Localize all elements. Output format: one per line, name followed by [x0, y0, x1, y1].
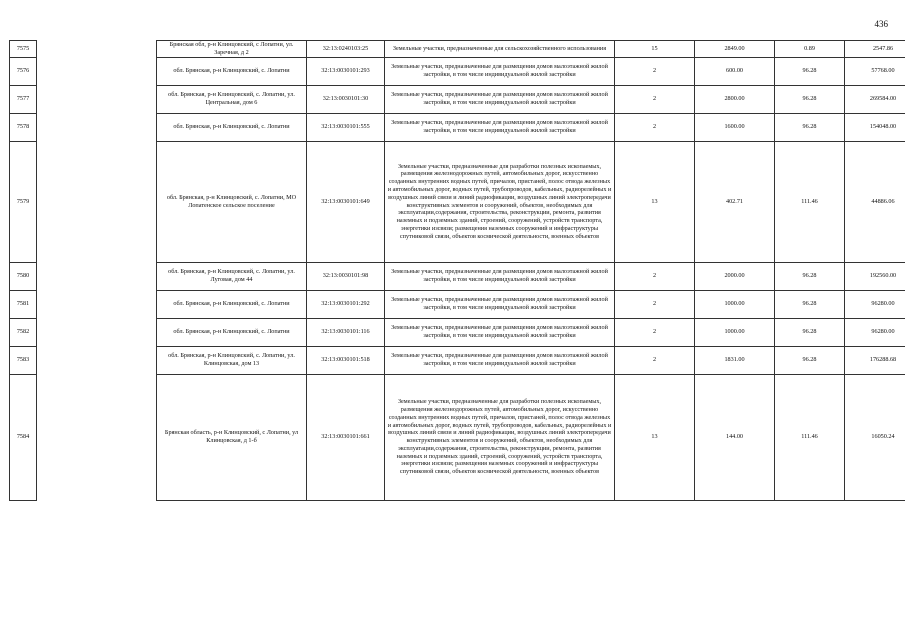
group-code-cell: 15 — [615, 41, 695, 58]
cadastral-number-cell: 32:13:0030101:649 — [307, 141, 385, 262]
cadastral-number-cell: 32:13:0030101:30 — [307, 85, 385, 113]
group-code-cell: 2 — [615, 290, 695, 318]
specific-value-cell: 96.28 — [775, 290, 845, 318]
area-cell: 144.00 — [695, 374, 775, 500]
row-number: 7579 — [10, 141, 37, 262]
address-cell: Брянская обл, р-н Клинцовский, с Лопатни, ул. Заречная, д 2 — [157, 41, 307, 58]
address-cell: обл. Брянская, р-н Клинцовский, с. Лопатни — [157, 57, 307, 85]
table-row — [10, 141, 905, 262]
specific-value-cell: 96.28 — [775, 85, 845, 113]
row-number: 7581 — [10, 290, 37, 318]
table-row — [10, 85, 905, 113]
address-cell: обл. Брянская, р-н Клинцовский, с. Лопатни — [157, 113, 307, 141]
spacer-cell — [37, 290, 157, 318]
row-number: 7582 — [10, 318, 37, 346]
page-number: 436 — [874, 19, 888, 29]
table-row — [10, 318, 905, 346]
cadastral-number-cell: 32:13:0030101:518 — [307, 346, 385, 374]
table-row — [10, 262, 905, 290]
area-cell: 402.71 — [695, 141, 775, 262]
group-code-cell: 2 — [615, 57, 695, 85]
cadastral-value-cell: 192560.00 — [845, 262, 905, 290]
table-row — [10, 57, 905, 85]
table-row — [10, 346, 905, 374]
group-code-cell: 2 — [615, 318, 695, 346]
group-code-cell: 2 — [615, 346, 695, 374]
cadastral-value-cell: 44886.06 — [845, 141, 905, 262]
land-use-cell: Земельные участки, предназначенные для разработки полезных ископаемых, размещения железнодорожных путей, автомобильных дорог, искусственно созданных внутренних водных путей, причалов, пристаней, полос отвода железных и автомобильных дорог, водных путей, трубопроводов, кабельных, радиорелейных и воздушных линий связи и линий радиофикации, воздушных линий электропередачи конструктивных элементов и сооружений, объектов, необходимых для эксплуатации,содержания, строительства, реконструкции, ремонта, развития наземных и подземных зданий, строений, сооружений, устройств транспорта, энергетики изсвязи; размещения наземных сооружений и инфраструктуры спутниковой связи, объектов космической деятельности, военных объектов — [385, 374, 615, 500]
cadastral-value-cell: 96280.00 — [845, 290, 905, 318]
specific-value-cell: 96.28 — [775, 318, 845, 346]
cadastral-number-cell: 32:13:0030101:293 — [307, 57, 385, 85]
specific-value-cell: 96.28 — [775, 346, 845, 374]
specific-value-cell: 111.46 — [775, 141, 845, 262]
address-cell: Брянская область, р-н Клинцовский, с Лопатни, ул Клинцовская, д 1-б — [157, 374, 307, 500]
address-cell: обл. Брянская, р-н Клинцовский, с. Лопатни, ул. Луговая, дом 44 — [157, 262, 307, 290]
cadastral-number-cell: 32:13:0030101:116 — [307, 318, 385, 346]
specific-value-cell: 96.28 — [775, 113, 845, 141]
address-cell: обл. Брянская, р-н Клинцовский, с. Лопатни — [157, 290, 307, 318]
cadastral-number-cell: 32:13:0240103:25 — [307, 41, 385, 58]
area-cell: 2849.00 — [695, 41, 775, 58]
row-number: 7578 — [10, 113, 37, 141]
area-cell: 1831.00 — [695, 346, 775, 374]
cadastral-number-cell: 32:13:0030101:661 — [307, 374, 385, 500]
specific-value-cell: 96.28 — [775, 262, 845, 290]
cadastral-value-cell: 2547.86 — [845, 41, 905, 58]
row-number: 7576 — [10, 57, 37, 85]
group-code-cell: 13 — [615, 374, 695, 500]
cadastral-value-cell: 96280.00 — [845, 318, 905, 346]
land-use-cell: Земельные участки, предназначенные для размещения домов малоэтажной жилой застройки, в том числе индивидуальной жилой застройки — [385, 113, 615, 141]
land-use-cell: Земельные участки, предназначенные для размещения домов малоэтажной жилой застройки, в том числе индивидуальной жилой застройки — [385, 262, 615, 290]
cadastral-value-cell: 154048.00 — [845, 113, 905, 141]
table-row — [10, 113, 905, 141]
spacer-cell — [37, 346, 157, 374]
address-cell: обл. Брянская, р-н Клинцовский, с. Лопатни, ул. Центральная, дом 6 — [157, 85, 307, 113]
spacer-cell — [37, 41, 157, 58]
address-cell: обл. Брянская, р-н Клинцовский, с. Лопатни — [157, 318, 307, 346]
row-number: 7580 — [10, 262, 37, 290]
specific-value-cell: 96.28 — [775, 57, 845, 85]
cadastral-number-cell: 32:13:0030101:98 — [307, 262, 385, 290]
land-use-cell: Земельные участки, предназначенные для размещения домов малоэтажной жилой застройки, в том числе индивидуальной жилой застройки — [385, 57, 615, 85]
area-cell: 1000.00 — [695, 290, 775, 318]
spacer-cell — [37, 318, 157, 346]
table-row — [10, 290, 905, 318]
spacer-cell — [37, 57, 157, 85]
land-use-cell: Земельные участки, предназначенные для сельскохозяйственного использования — [385, 41, 615, 58]
group-code-cell: 2 — [615, 262, 695, 290]
group-code-cell: 2 — [615, 85, 695, 113]
cadastral-value-cell: 57768.00 — [845, 57, 905, 85]
row-number: 7577 — [10, 85, 37, 113]
address-cell: обл. Брянская, р-н Клинцовский, с. Лопатни, МО Лопатенское сельское поселение — [157, 141, 307, 262]
spacer-cell — [37, 374, 157, 500]
area-cell: 1000.00 — [695, 318, 775, 346]
row-number: 7583 — [10, 346, 37, 374]
table-row — [10, 374, 905, 500]
row-number: 7584 — [10, 374, 37, 500]
area-cell: 600.00 — [695, 57, 775, 85]
cadastral-value-cell: 176288.68 — [845, 346, 905, 374]
spacer-cell — [37, 113, 157, 141]
specific-value-cell: 0.89 — [775, 41, 845, 58]
cadastral-value-cell: 16050.24 — [845, 374, 905, 500]
land-use-cell: Земельные участки, предназначенные для размещения домов малоэтажной жилой застройки, в том числе индивидуальной жилой застройки — [385, 85, 615, 113]
area-cell: 2000.00 — [695, 262, 775, 290]
cadastral-number-cell: 32:13:0030101:292 — [307, 290, 385, 318]
cadastral-number-cell: 32:13:0030101:555 — [307, 113, 385, 141]
address-cell: обл. Брянская, р-н Клинцовский, с. Лопатни, ул. Клинцовская, дом 13 — [157, 346, 307, 374]
land-use-cell: Земельные участки, предназначенные для размещения домов малоэтажной жилой застройки, в том числе индивидуальной жилой застройки — [385, 290, 615, 318]
group-code-cell: 2 — [615, 113, 695, 141]
land-use-cell: Земельные участки, предназначенные для размещения домов малоэтажной жилой застройки, в том числе индивидуальной жилой застройки — [385, 346, 615, 374]
land-use-cell: Земельные участки, предназначенные для размещения домов малоэтажной жилой застройки, в том числе индивидуальной жилой застройки — [385, 318, 615, 346]
cadastral-value-cell: 269584.00 — [845, 85, 905, 113]
spacer-cell — [37, 141, 157, 262]
spacer-cell — [37, 85, 157, 113]
area-cell: 1600.00 — [695, 113, 775, 141]
cadastral-value-table — [9, 40, 905, 501]
area-cell: 2800.00 — [695, 85, 775, 113]
specific-value-cell: 111.46 — [775, 374, 845, 500]
land-use-cell: Земельные участки, предназначенные для разработки полезных ископаемых, размещения железнодорожных путей, автомобильных дорог, искусственно созданных внутренних водных путей, причалов, пристаней, полос отвода железных и автомобильных дорог, водных путей, трубопроводов, кабельных, радиорелейных и воздушных линий связи и линий радиофикации, воздушных линий электропередачи конструктивных элементов и сооружений, объектов, необходимых для эксплуатации,содержания, строительства, реконструкции, ремонта, развития наземных и подземных зданий, строений, сооружений, устройств транспорта, энергетики изсвязи; размещения наземных сооружений и инфраструктуры спутниковой связи, объектов космической деятельности, военных объектов — [385, 141, 615, 262]
spacer-cell — [37, 262, 157, 290]
table-row — [10, 41, 905, 58]
row-number: 7575 — [10, 41, 37, 58]
group-code-cell: 13 — [615, 141, 695, 262]
